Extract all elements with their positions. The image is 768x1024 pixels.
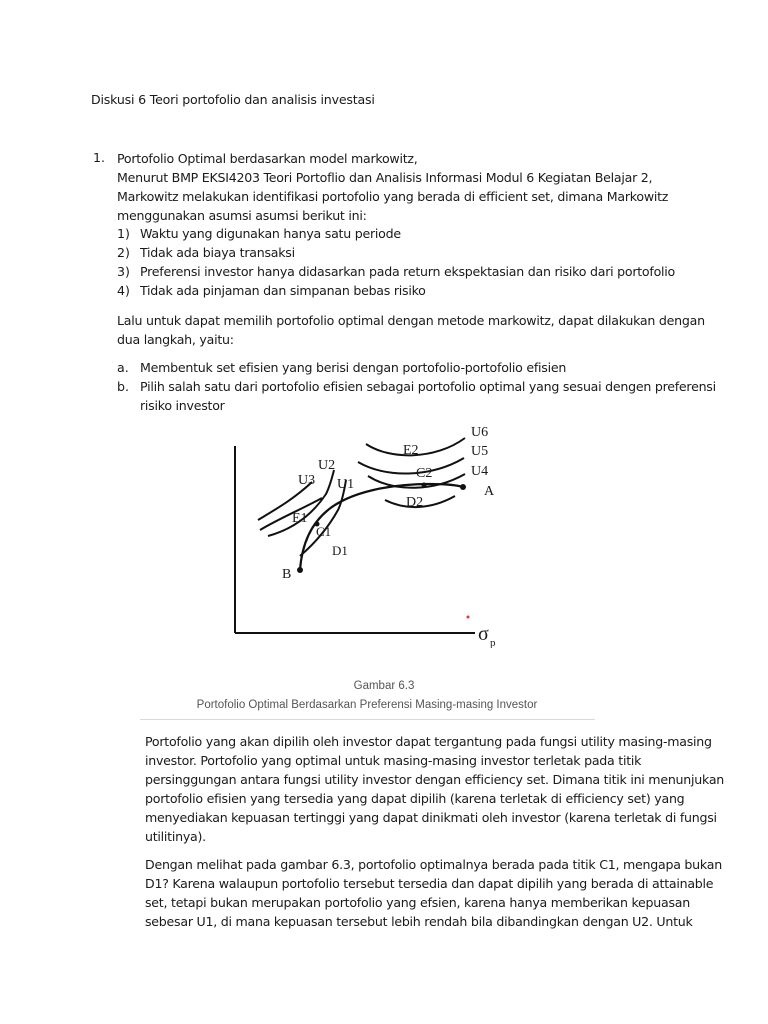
optimal-portfolio-diagram: [220, 418, 520, 648]
label-c1: C1: [316, 524, 332, 539]
figure-caption-number: Gambar 6.3: [353, 680, 415, 692]
label-sigma-sub: p: [490, 637, 496, 648]
label-u4: U4: [471, 464, 489, 479]
paragraph-1-line: utilitinya).: [145, 829, 206, 844]
assumption-text: Waktu yang digunakan hanya satu periode: [140, 226, 401, 241]
assumption-number: 3): [117, 264, 130, 279]
step-text: risiko investor: [140, 398, 225, 413]
label-u2: U2: [318, 458, 336, 473]
point-b: [297, 567, 303, 573]
step-letter: a.: [117, 360, 129, 375]
section-number: 1.: [93, 150, 106, 165]
intro-line: Portofolio Optimal berdasarkan model markowitz,: [117, 151, 418, 166]
point-a: [460, 484, 466, 490]
paragraph-1-line: investor. Portofolio yang optimal untuk masing-masing investor terletak pada titik: [145, 753, 642, 768]
step-text: Pilih salah satu dari portofolio efisien sebagai portofolio optimal yang sesuai dengen preferensi: [140, 379, 716, 394]
step-text: Membentuk set efisien yang berisi dengan portofolio-portofolio efisien: [140, 360, 567, 375]
steps-intro-line: Lalu untuk dapat memilih portofolio optimal dengan metode markowitz, dapat dilakukan dengan: [117, 313, 705, 328]
label-u3: U3: [298, 473, 316, 488]
assumption-number: 4): [117, 283, 130, 298]
paragraph-2-line: set, tetapi bukan merupakan portofolio yang efsien, karena hanya memberikan kepuasan: [145, 895, 691, 910]
point-c2: [422, 483, 427, 488]
step-letter: b.: [117, 379, 129, 394]
divider: [140, 719, 595, 720]
label-sigma: σ: [478, 623, 489, 645]
paragraph-2-line: Dengan melihat pada gambar 6.3, portofolio optimalnya berada pada titik C1, mengapa bukan: [145, 857, 722, 872]
assumption-number: 1): [117, 226, 130, 241]
paragraph-1-line: Portofolio yang akan dipilih oleh investor dapat tergantung pada fungsi utility masing-masing: [145, 734, 712, 749]
paragraph-2-line: D1? Karena walaupun portofolio tersebut tersedia dan dapat dipilih yang berada di attainable: [145, 876, 714, 891]
document-title: Diskusi 6 Teori portofolio dan analisis investasi: [91, 92, 375, 107]
paragraph-1-line: menyediakan kepuasan tertinggi yang dapat dinikmati oleh investor (karena terletak di fungsi: [145, 810, 717, 825]
assumption-text: Tidak ada pinjaman dan simpanan bebas risiko: [140, 283, 426, 298]
label-e1: E1: [292, 511, 308, 526]
label-d2: D2: [406, 495, 424, 510]
red-dot: [467, 616, 470, 619]
steps-intro-line: dua langkah, yaitu:: [117, 332, 234, 347]
label-u5: U5: [471, 444, 489, 459]
utility-curve-u5: [358, 458, 464, 474]
intro-line: Markowitz melakukan identifikasi portofolio yang berada di efficient set, dimana Markowitz: [117, 189, 669, 204]
label-b: B: [282, 567, 292, 582]
assumption-number: 2): [117, 245, 130, 260]
figure-caption-title: Portofolio Optimal Berdasarkan Preferensi Masing-masing Investor: [196, 699, 538, 711]
label-e2: E2: [403, 443, 419, 458]
label-d1: D1: [332, 543, 348, 558]
intro-line: menggunakan asumsi asumsi berikut ini:: [117, 208, 367, 223]
assumption-text: Preferensi investor hanya didasarkan pada return ekspektasian dan risiko dari portofolio: [140, 264, 675, 279]
label-a: A: [484, 484, 495, 499]
assumption-text: Tidak ada biaya transaksi: [140, 245, 295, 260]
paragraph-2-line: sebesar U1, di mana kepuasan tersebut lebih rendah bila dibandingkan dengan U2. Untuk: [145, 914, 693, 929]
paragraph-1-line: portofolio efisien yang tersedia yang dapat dipilih (karena terletak di efficiency set) yang: [145, 791, 685, 806]
label-c2: C2: [416, 466, 433, 481]
intro-line: Menurut BMP EKSI4203 Teori Portoflio dan Analisis Informasi Modul 6 Kegiatan Belajar 2,: [117, 170, 653, 185]
label-u1: U1: [337, 477, 355, 492]
paragraph-1-line: persinggungan antara fungsi utility investor dengan efficiency set. Dimana titik ini menunjukan: [145, 772, 725, 787]
label-u6: U6: [471, 425, 489, 440]
